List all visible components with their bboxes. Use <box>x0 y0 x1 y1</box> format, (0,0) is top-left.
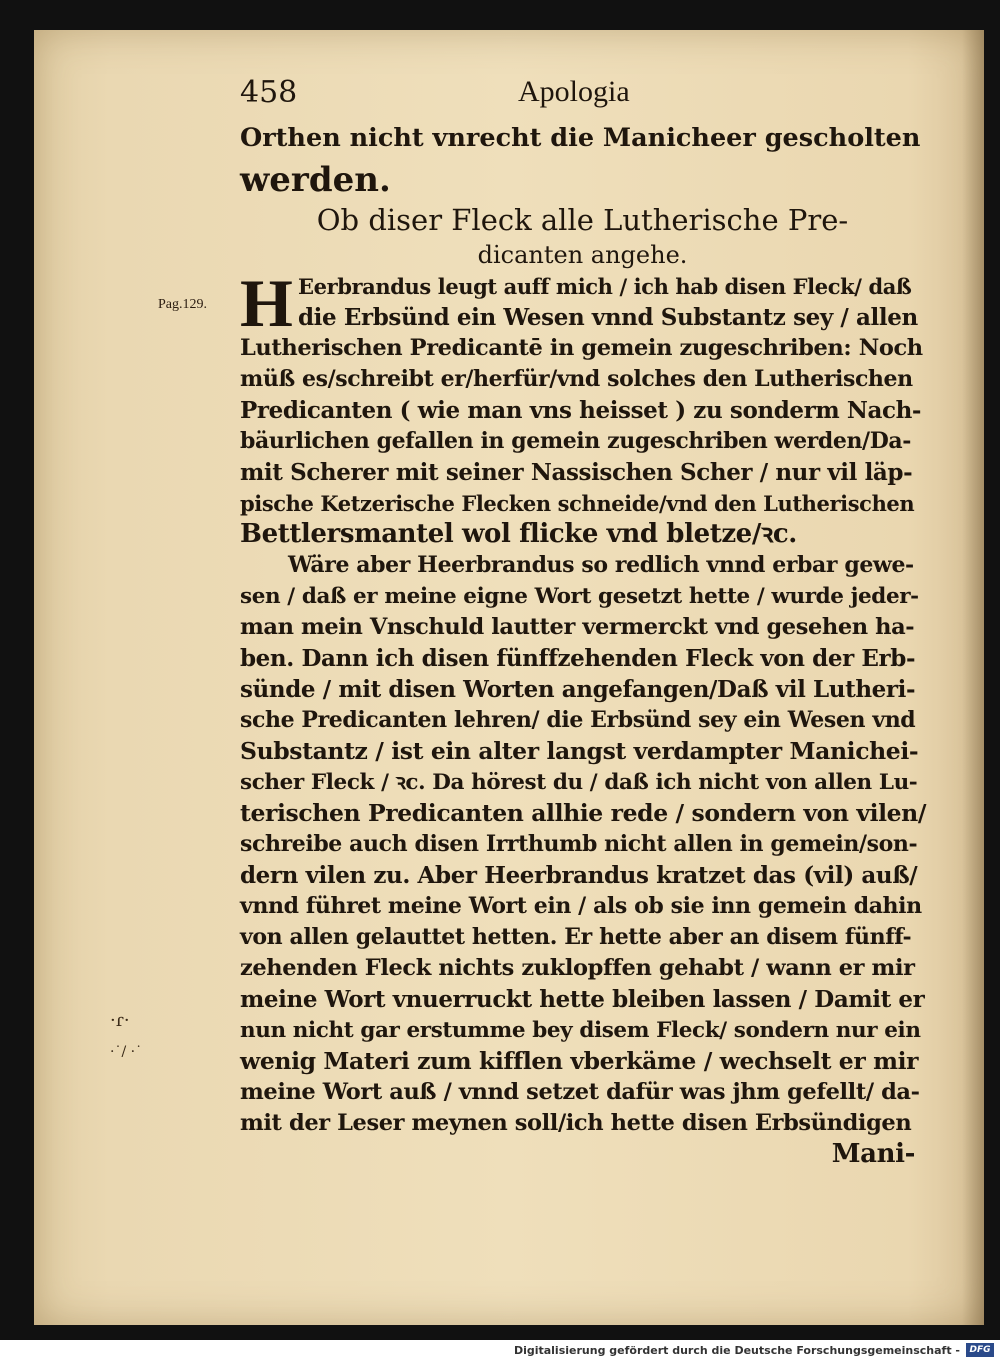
text-line: dern vilen zu. Aber Heerbrandus kratzet das (vil) auß/ <box>240 862 918 889</box>
text-line: Substantz / ist ein alter langst verdampter Manichei- <box>240 737 919 765</box>
text-line: wenig Materi zum kifflen vberkäme / wechselt er mir <box>240 1047 919 1075</box>
text-line: von allen gelauttet hetten. Er hette aber an disem fünff- <box>240 924 912 950</box>
drop-initial: H <box>240 265 293 341</box>
text-line: man mein Vnschuld lautter vermerckt vnd gesehen ha- <box>240 614 915 640</box>
text-line: Lutherischen Predicantē in gemein zugeschriben: Noch <box>240 335 923 361</box>
text-line: meine Wort auß / vnnd setzet dafür was jhm gefellt/ da- <box>240 1079 920 1105</box>
text-line: die Erbsünd ein Wesen vnnd Substantz sey / allen <box>298 304 918 331</box>
text-line: meine Wort vnuerruckt hette bleiben lassen / Damit er <box>240 986 925 1013</box>
paragraph-1 <box>240 265 925 550</box>
text-line: terischen Predicanten allhie rede / sondern von vilen/ <box>240 799 927 827</box>
ink-mark: ·˙/ ·˙ <box>110 1044 143 1060</box>
paragraph-2 <box>240 550 925 1170</box>
text-line: sen / daß er meine eigne Wort gesetzt hette / wurde jeder- <box>240 584 919 609</box>
text-line: pische Ketzerische Flecken schneide/vnd den Lutherischen <box>240 491 915 516</box>
text-line: mit der Leser meynen soll/ich hette disen Erbsündigen <box>240 1110 912 1136</box>
text-line: Bettlersmantel wol flicke vnd bletze/ꝛc. <box>240 519 797 549</box>
text-line: schreibe auch disen Irrthumb nicht allen in gemein/son- <box>240 831 918 857</box>
text-line: sünde / mit disen Worten angefangen/Daß vil Lutheri- <box>240 676 916 703</box>
digitization-footer <box>0 1341 1000 1361</box>
text-line: Wäre aber Heerbrandus so redlich vnnd erbar gewe- <box>288 552 914 578</box>
text-line: ben. Dann ich disen fünffzehenden Fleck von der Erb- <box>240 645 916 672</box>
text-line: Eerbrandus leugt auff mich / ich hab disen Fleck/ daß <box>298 274 912 299</box>
ink-mark: ·ɾ· <box>110 1010 130 1031</box>
text-line: scher Fleck / ꝛc. Da hörest du / daß ich nicht von allen Lu- <box>240 770 918 795</box>
text-block <box>240 75 925 1170</box>
text-line: mit Scherer mit seiner Nassischen Scher / nur vil läp- <box>240 459 913 486</box>
catchword: Mani- <box>831 1139 915 1169</box>
dfg-logo-icon: DFG <box>966 1343 994 1357</box>
running-title: Apologia <box>518 75 630 108</box>
text-line: vnnd führet meine Wort ein / als ob sie inn gemein dahin <box>240 893 922 919</box>
margin-note: Pag.129. <box>158 297 207 312</box>
intro-line: Orthen nicht vnrecht die Manicheer gescholten <box>240 123 921 153</box>
text-line: sche Predicanten lehren/ die Erbsünd sey ein Wesen vnd <box>240 707 916 733</box>
text-line: müß es/schreibt er/herfür/vnd solches den Lutherischen <box>240 366 913 392</box>
text-line: Predicanten ( wie man vns heisset ) zu sonderm Nach- <box>240 397 922 424</box>
section-heading: Ob diser Fleck alle Lutherische Pre- <box>316 203 849 237</box>
section-heading: dicanten angehe. <box>477 241 688 269</box>
text-line: bäurlichen gefallen in gemein zugeschriben werden/Da- <box>240 428 911 454</box>
page-edge-shadow <box>962 30 984 1325</box>
page-number: 458 <box>240 75 298 110</box>
page-header <box>240 75 925 117</box>
text-line: nun nicht gar erstumme bey disem Fleck/ sondern nur ein <box>240 1018 921 1043</box>
intro-line: werden. <box>240 160 391 200</box>
text-line: zehenden Fleck nichts zuklopffen gehabt / wann er mir <box>240 955 915 981</box>
funding-credit: Digitalisierung gefördert durch die Deutsche Forschungsgemeinschaft - <box>513 1344 960 1357</box>
